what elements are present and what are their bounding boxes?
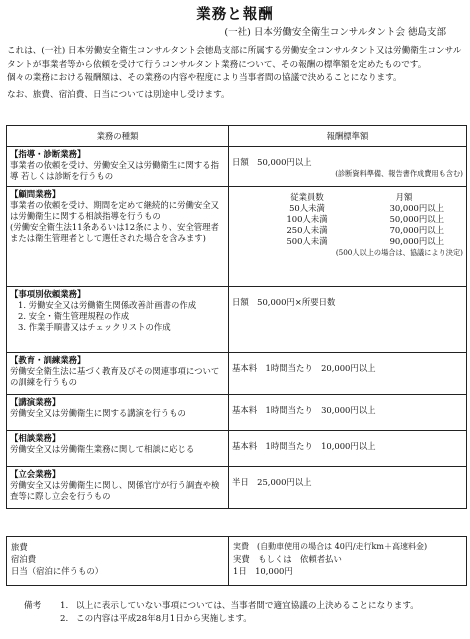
travel-label: 旅費 <box>11 542 28 552</box>
table-row <box>7 537 467 586</box>
table-row <box>7 395 467 431</box>
remark-row <box>24 600 419 613</box>
service-cell <box>7 187 229 287</box>
expense-items-cell <box>7 537 229 586</box>
table-row <box>7 431 467 467</box>
remarks-label: 備考 <box>24 601 42 611</box>
daily-allowance-value: 1日 10,000円 <box>233 566 293 576</box>
table-row <box>7 147 467 187</box>
service-description: 事業者の依頼を受け、労働安全又は労働衛生に関する指導 若しくは診断を行うもの <box>10 160 220 181</box>
travel-expenses-table <box>6 536 467 586</box>
tier-fee: 90,000円以上 <box>389 236 444 246</box>
tier-employees: 100人未満 <box>286 214 328 224</box>
tier-grid <box>232 192 463 247</box>
category-label: 【顧問業務】 <box>10 189 61 199</box>
fee-amount: 日額 50,000円以上 <box>232 157 312 167</box>
fee-cell <box>229 467 467 509</box>
category-label: 【相談業務】 <box>10 433 61 443</box>
tier-col-employees: 従業員数 <box>290 192 324 202</box>
header-service-type: 業務の種類 <box>7 126 229 147</box>
fee-amount: 日額 50,000円×所要日数 <box>232 297 336 307</box>
remarks <box>24 600 419 626</box>
list-item: 2. 安全・衛生管理規程の作成 <box>18 311 130 321</box>
intro-paragraph-3: なお、旅費、宿泊費、日当については別途申し受けます。 <box>7 89 230 100</box>
tier-employees: 50人未満 <box>289 203 325 213</box>
category-label: 【事項別依頼業務】 <box>10 289 86 299</box>
service-description: 労働安全又は労働衛生に関し、関係官庁が行う調査や検査等に際し立会を行うもの <box>10 480 220 501</box>
intro-paragraph-1: これは、(一社) 日本労働安全衛生コンサルタント会徳島支部に所属する労働安全コンサルタント又は労働衛生コンサルタントが事業者等から依頼を受けて行うコンサルタント業務について、その報酬の標準額を定めたものです。 <box>7 46 462 70</box>
remark-number: 1. <box>60 601 69 611</box>
fee-amount: 基本料 1時間当たり 20,000円以上 <box>232 363 376 373</box>
table-row <box>7 353 467 395</box>
page-title: 業務と報酬 <box>196 7 274 23</box>
service-description: 労働安全又は労働衛生に関する講演を行うもの <box>10 408 186 418</box>
service-cell <box>7 431 229 467</box>
list-item: 1. 労働安全又は労働衛生関係改善計画書の作成 <box>18 300 197 310</box>
tier-col-monthly: 月額 <box>395 192 413 202</box>
remark-row <box>24 613 419 626</box>
remark-text: この内容は平成28年8月1日から実施します。 <box>76 614 252 624</box>
service-description: 事業者の依頼を受け、期間を定めて継続的に労働安全又は労働衛生に関する相談指導を行うもの <box>10 200 220 221</box>
tier-fee: 30,000円以上 <box>389 203 444 213</box>
fee-cell <box>229 147 467 187</box>
category-label: 【教育・訓練業務】 <box>10 355 86 365</box>
table-row <box>7 467 467 509</box>
fee-amount: 基本料 1時間当たり 10,000円以上 <box>232 441 376 451</box>
fee-cell <box>229 187 467 287</box>
intro-paragraph-2: 個々の業務における報酬額は、その業務の内容や程度により当事者間の協議で決めることになります。 <box>7 73 402 83</box>
service-cell <box>7 147 229 187</box>
fee-note: (500人以上の場合は、協議により決定) <box>335 248 463 257</box>
service-cell <box>7 467 229 509</box>
lodging-value: 実費 もしくは 依頼者払い <box>233 554 342 564</box>
remark-number: 2. <box>60 614 69 624</box>
service-cell <box>7 395 229 431</box>
intro-text <box>7 45 465 102</box>
fee-cell <box>229 395 467 431</box>
travel-value: 実費 (自動車使用の場合は 40円/走行km＋高速料金) <box>233 542 428 551</box>
category-label: 【指導・診断業務】 <box>10 149 86 159</box>
organization-name: (一社) 日本労働安全衛生コンサルタント会 徳島支部 <box>224 27 446 38</box>
remark-text: 以上に表示していない事項については、当事者間で適宜協議の上決めることになります。 <box>76 601 419 611</box>
tier-employees: 500人未満 <box>286 236 328 246</box>
daily-allowance-label: 日当（宿泊に伴うもの） <box>11 566 104 576</box>
fee-note: (診断資料準備、報告書作成費用も含む) <box>335 169 463 178</box>
header-standard-fee: 報酬標準額 <box>229 126 467 147</box>
fee-cell <box>229 353 467 395</box>
service-description: 労働安全衛生法に基づく教育及びその関連事項についての訓練を行うもの <box>10 366 220 387</box>
fee-cell <box>229 431 467 467</box>
service-cell <box>7 287 229 353</box>
lodging-label: 宿泊費 <box>11 554 37 564</box>
service-description: 労働安全又は労働衛生業務に関して相談に応じる <box>10 444 195 454</box>
service-cell <box>7 353 229 395</box>
table-row <box>7 287 467 353</box>
fee-cell <box>229 287 467 353</box>
expense-values-cell <box>229 537 467 586</box>
fee-amount: 基本料 1時間当たり 30,000円以上 <box>232 405 376 415</box>
tier-fee: 70,000円以上 <box>389 225 444 235</box>
table-row <box>7 187 467 287</box>
fee-table <box>6 125 467 509</box>
service-description-note: (労働安全衛生法11条あるいは12条により、安全管理者または衛生管理者として選任された場合を含みます) <box>10 222 219 243</box>
tier-fee: 50,000円以上 <box>389 214 444 224</box>
category-label: 【立会業務】 <box>10 469 61 479</box>
category-label: 【講演業務】 <box>10 397 61 407</box>
tier-employees: 250人未満 <box>286 225 328 235</box>
table-header-row <box>7 126 467 147</box>
fee-amount: 半日 25,000円以上 <box>232 477 312 487</box>
list-item: 3. 作業手順書又はチェックリストの作成 <box>18 322 171 332</box>
